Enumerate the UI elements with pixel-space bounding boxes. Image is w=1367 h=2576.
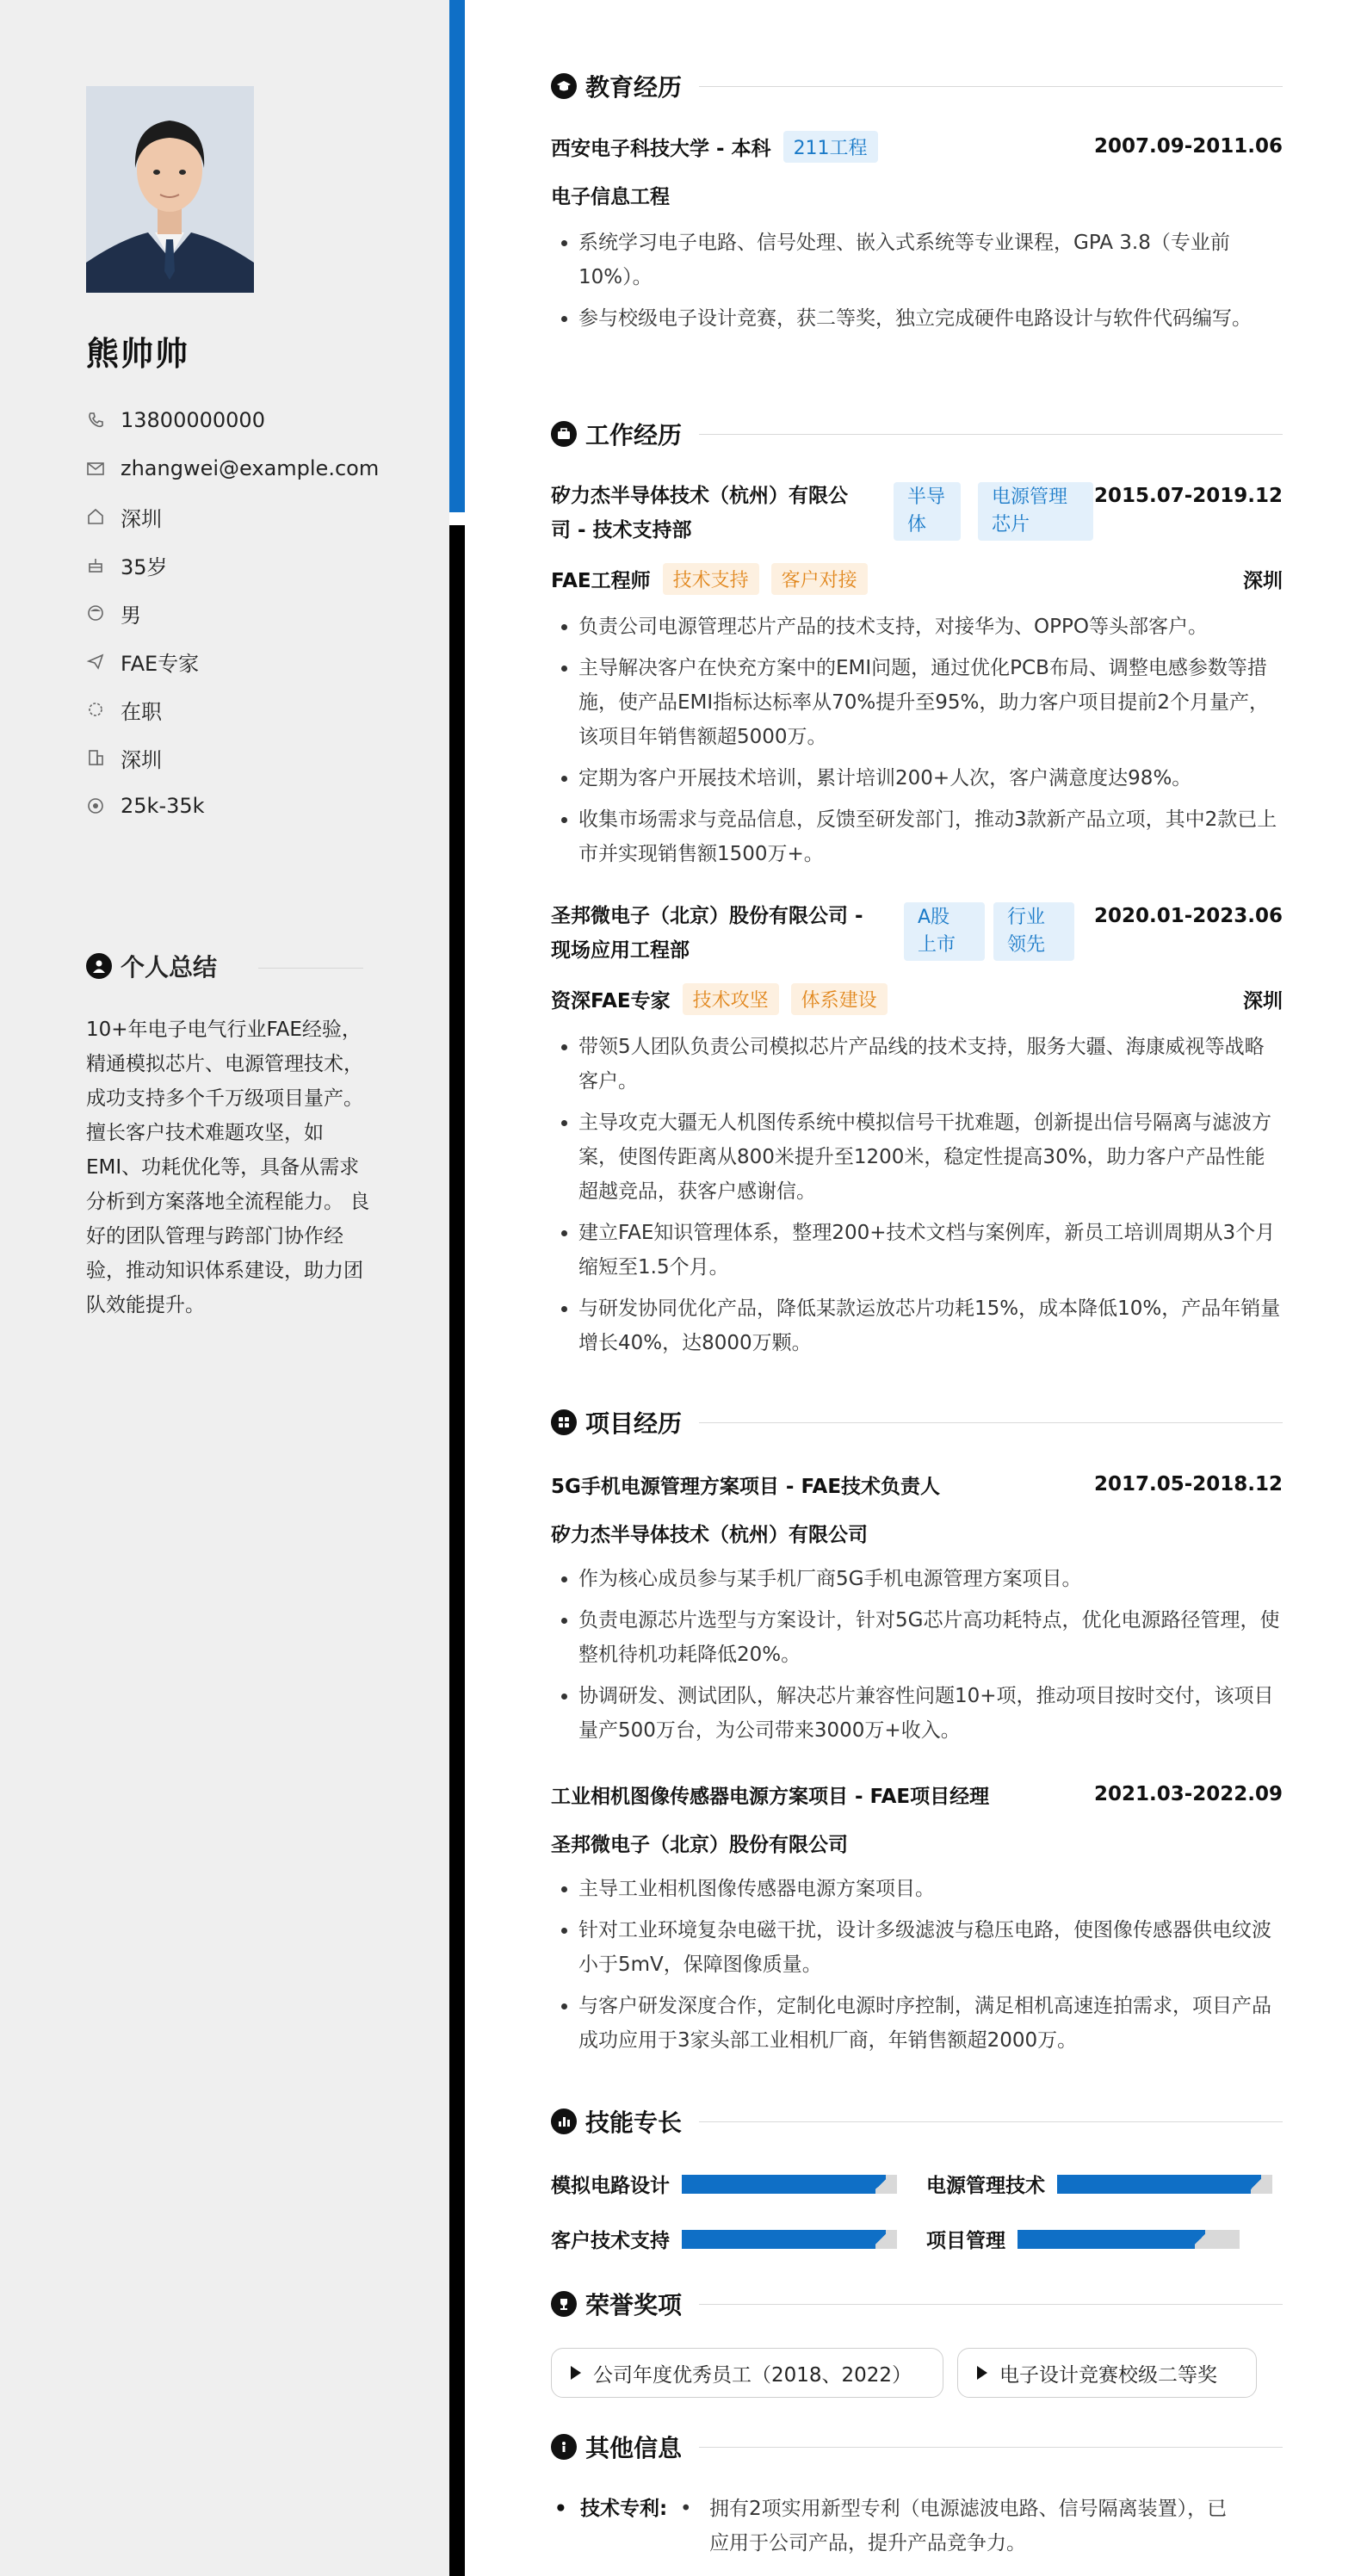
building-icon xyxy=(86,748,105,767)
job-2-company-line1: 圣邦微电子（北京）股份有限公司 - xyxy=(551,905,863,927)
list-item: • 负责公司电源管理芯片产品的技术支持，对接华为、OPPO等头部客户。 xyxy=(578,610,1283,644)
job-2-tag-2 xyxy=(993,902,1074,961)
mail-icon xyxy=(86,459,105,478)
info-icon xyxy=(551,2434,577,2460)
skill-2-name: 电源管理技术 xyxy=(926,2175,1045,2197)
job-1-header xyxy=(551,479,1283,548)
graduation-cap-icon xyxy=(551,73,577,99)
play-icon xyxy=(977,2366,987,2380)
major-name: 电子信息工程 xyxy=(551,185,670,208)
job-2-location: 深圳 xyxy=(1243,989,1283,1012)
job-1-location: 深圳 xyxy=(1243,569,1283,592)
project-2-company-row xyxy=(551,1825,1283,1860)
job-1-role-tag-1: 技术支持 xyxy=(663,563,759,595)
info-phone xyxy=(86,396,379,444)
candidate-name: 熊帅帅 xyxy=(86,335,190,373)
tag-text: 半导 xyxy=(907,486,946,508)
list-item: • 主导解决客户在快充方案中的EMI问题，通过优化PCB布局、调整电感参数等措施，使产品EMI指标达标率从70%提升至95%，助力客户项目提前2个月量产，该项目年销售额超5000万。 xyxy=(578,651,1283,754)
other-text-wrap xyxy=(680,2492,1231,2561)
skill-2 xyxy=(926,2170,1272,2198)
play-icon xyxy=(571,2366,581,2380)
list-item: • 参与校级电子设计竞赛，获二等奖，独立完成硬件电路设计与软件代码编写。 xyxy=(578,301,1283,336)
info-status-text: 在职 xyxy=(121,699,162,724)
info-email xyxy=(86,444,379,492)
cake-icon xyxy=(86,555,105,574)
job-2-date: 2020.01-2023.06 xyxy=(1093,905,1283,927)
work-section-header xyxy=(551,417,1283,451)
section-divider xyxy=(699,2121,1283,2122)
job-2-role-tag-2: 体系建设 xyxy=(791,983,888,1015)
info-status xyxy=(86,685,379,734)
bullet-dot: • xyxy=(554,2498,567,2520)
other-content xyxy=(551,2492,1283,2561)
education-section-header xyxy=(551,69,1283,103)
info-email-text: zhangwei@example.com xyxy=(121,456,380,480)
project-1-date: 2017.05-2018.12 xyxy=(1093,1473,1283,1495)
bullet-dot: • xyxy=(680,2498,692,2520)
other-text: 拥有2项实用新型专利（电源滤波电路、信号隔离装置），已应用于公司产品，提升产品竞争力。 xyxy=(709,2498,1228,2554)
info-home-text: 深圳 xyxy=(121,506,162,531)
job-2-tag-1 xyxy=(904,902,985,961)
contact-info-list xyxy=(86,396,379,830)
tag-text: 电源管理 xyxy=(992,486,1068,508)
info-age xyxy=(86,541,379,589)
portrait-image xyxy=(86,86,254,293)
skill-1-bar xyxy=(682,2175,897,2194)
sidebar xyxy=(0,0,449,2576)
list-item: • 作为核心成员参与某手机厂商5G手机电源管理方案项目。 xyxy=(578,1562,1283,1596)
avatar xyxy=(86,86,254,293)
skills-section-header xyxy=(551,2104,1283,2139)
skill-3-fill xyxy=(682,2230,875,2249)
list-item: • 主导工业相机图像传感器电源方案项目。 xyxy=(578,1872,1283,1906)
job-1-bullets xyxy=(551,610,1283,878)
accent-bar-black xyxy=(449,525,465,2576)
skill-4 xyxy=(926,2225,1240,2253)
list-item: • 定期为客户开展技术培训，累计培训200+人次，客户满意度达98%。 xyxy=(578,761,1283,796)
education-title: 教育经历 xyxy=(585,73,683,102)
project-title: 项目经历 xyxy=(585,1409,683,1438)
info-salary xyxy=(86,782,379,830)
skill-4-fill xyxy=(1018,2230,1195,2249)
info-home xyxy=(86,492,379,541)
job-1-date: 2015.07-2019.12 xyxy=(1093,485,1283,507)
other-section-header xyxy=(551,2430,1283,2464)
section-divider xyxy=(699,434,1283,435)
education-row xyxy=(551,131,1283,162)
project-1-name: 5G手机电源管理方案项目 - FAE技术负责人 xyxy=(551,1475,941,1498)
skill-4-name: 项目管理 xyxy=(926,2230,1005,2252)
gender-icon xyxy=(86,604,105,622)
project-2-date: 2021.03-2022.09 xyxy=(1093,1783,1283,1805)
project-1-row xyxy=(551,1467,1283,1502)
summary-heading xyxy=(86,949,217,983)
section-divider xyxy=(699,86,1283,87)
job-1-role-tag-2: 客户对接 xyxy=(771,563,868,595)
home-icon xyxy=(86,507,105,526)
education-bullets xyxy=(551,226,1283,343)
info-title xyxy=(86,637,379,685)
info-city-text: 深圳 xyxy=(121,747,162,772)
summary-text: 10+年电子电气行业FAE经验，精通模拟芯片、电源管理技术，成功支持多个千万级项目量产。 擅长客户技术难题攻坚，如EMI、功耗优化等，具备从需求分析到方案落地全流程能力。 良好的团队管理与跨部门协作经验，推动知识体系建设，助力团队效能提升。 xyxy=(86,1019,370,1316)
list-item: • 负责电源芯片选型与方案设计，针对5G芯片高功耗特点，优化电源路径管理，使整机待机功耗降低20%。 xyxy=(578,1603,1283,1672)
skill-2-fill xyxy=(1057,2175,1251,2194)
list-item: • 针对工业环境复杂电磁干扰，设计多级滤波与稳压电路，使图像传感器供电纹波小于5mV，保障图像质量。 xyxy=(578,1913,1283,1982)
list-item: • 与研发协同优化产品，降低某款运放芯片功耗15%，成本降低10%，产品年销量增长40%，达8000万颗。 xyxy=(578,1291,1283,1360)
list-item: • 收集市场需求与竞品信息，反馈至研发部门，推动3款新产品立项，其中2款已上市并实现销售额1500万+。 xyxy=(578,802,1283,871)
info-gender xyxy=(86,589,379,637)
project-section-header xyxy=(551,1405,1283,1440)
project-2-company: 圣邦微电子（北京）股份有限公司 xyxy=(551,1833,848,1856)
job-2-bullets xyxy=(551,1030,1283,1367)
info-city xyxy=(86,734,379,782)
trophy-icon xyxy=(551,2291,577,2317)
project-1-company-row xyxy=(551,1515,1283,1550)
skill-1-fill xyxy=(682,2175,875,2194)
other-label-wrap xyxy=(551,2492,680,2561)
job-2-header xyxy=(551,899,1283,968)
job-2-company-line2: 现场应用工程部 xyxy=(551,939,690,962)
phone-icon xyxy=(86,411,105,430)
award-2-text: 电子设计竞赛校级二等奖 xyxy=(999,2363,1217,2387)
job-1-tag-1 xyxy=(894,482,961,541)
tag-text: 行业 xyxy=(1007,907,1046,928)
list-item: • 主导攻克大疆无人机图传系统中模拟信号干扰难题，创新提出信号隔离与滤波方案，使图传距离从800米提升至1200米，稳定性提高30%，助力客户产品性能超越竞品，获客户感谢信。 xyxy=(578,1105,1283,1209)
summary-divider xyxy=(258,968,363,969)
award-1-text: 公司年度优秀员工（2018、2022） xyxy=(593,2363,912,2387)
section-divider xyxy=(699,2304,1283,2305)
grid-icon xyxy=(551,1409,577,1435)
other-label: 技术专利: xyxy=(580,2498,668,2520)
skill-3-bar xyxy=(682,2230,897,2249)
education-date: 2007.09-2011.06 xyxy=(1093,135,1283,158)
list-item: • 协调研发、测试团队，解决芯片兼容性问题10+项，推动项目按时交付，该项目量产500万台，为公司带来3000万+收入。 xyxy=(578,1679,1283,1748)
school-name: 西安电子科技大学 - 本科 xyxy=(551,137,771,160)
project-1-bullets xyxy=(551,1562,1283,1755)
skill-2-bar xyxy=(1057,2175,1272,2194)
skill-1 xyxy=(551,2170,897,2198)
awards-title: 荣誉奖项 xyxy=(585,2291,683,2319)
bar-chart-icon xyxy=(551,2108,577,2134)
send-icon xyxy=(86,652,105,671)
skill-1-name: 模拟电路设计 xyxy=(551,2175,670,2197)
briefcase-icon xyxy=(551,421,577,447)
job-1-role: FAE工程师 xyxy=(551,569,651,592)
job-2-role: 资深FAE专家 xyxy=(551,989,671,1012)
job-1-tag-2 xyxy=(978,482,1093,541)
section-divider xyxy=(699,1422,1283,1423)
section-divider xyxy=(699,2447,1283,2448)
tag-text: 上市 xyxy=(918,934,956,956)
school-tag: 211工程 xyxy=(783,131,878,163)
info-phone-text: 13800000000 xyxy=(121,408,265,432)
job-1-company-line2: 司 - 技术支持部 xyxy=(551,519,692,542)
work-title: 工作经历 xyxy=(585,421,683,449)
project-1-company: 矽力杰半导体技术（杭州）有限公司 xyxy=(551,1523,868,1546)
skill-4-bar xyxy=(1018,2230,1240,2249)
info-title-text: FAE专家 xyxy=(121,651,200,676)
skill-3-name: 客户技术支持 xyxy=(551,2230,670,2252)
list-item: • 建立FAE知识管理体系，整理200+技术文档与案例库，新员工培训周期从3个月缩短至1.5个月。 xyxy=(578,1216,1283,1285)
info-age-text: 35岁 xyxy=(121,554,168,579)
info-salary-text: 25k-35k xyxy=(121,794,205,818)
summary-title: 个人总结 xyxy=(121,953,218,981)
project-2-name: 工业相机图像传感器电源方案项目 - FAE项目经理 xyxy=(551,1785,990,1808)
job-1-role-row xyxy=(551,561,1283,596)
tag-text: 体 xyxy=(907,514,927,536)
list-item: • 带领5人团队负责公司模拟芯片产品线的技术支持，服务大疆、海康威视等战略客户。 xyxy=(578,1030,1283,1099)
job-2-role-row xyxy=(551,981,1283,1016)
tag-text: A股 xyxy=(918,907,950,928)
skills-title: 技能专长 xyxy=(585,2108,683,2137)
list-item: • 系统学习电子电路、信号处理、嵌入式系统等专业课程，GPA 3.8（专业前10%）。 xyxy=(578,226,1283,294)
award-item-1 xyxy=(551,2348,943,2398)
award-item-2 xyxy=(957,2348,1257,2398)
skill-3 xyxy=(551,2225,897,2253)
job-2-role-tag-1: 技术攻坚 xyxy=(683,983,779,1015)
salary-icon xyxy=(86,796,105,815)
tag-text: 芯片 xyxy=(992,514,1030,536)
tag-text: 领先 xyxy=(1007,934,1046,956)
job-1-company-line1: 矽力杰半导体技术（杭州）有限公 xyxy=(551,485,848,507)
other-title: 其他信息 xyxy=(585,2434,683,2462)
project-2-row xyxy=(551,1777,1283,1811)
status-icon xyxy=(86,700,105,719)
person-icon xyxy=(86,953,112,979)
awards-section-header xyxy=(551,2287,1283,2321)
major-row xyxy=(551,179,1283,210)
list-item: • 与客户研发深度合作，定制化电源时序控制，满足相机高速连拍需求，项目产品成功应用于3家头部工业相机厂商，年销售额超2000万。 xyxy=(578,1989,1283,2058)
info-gender-text: 男 xyxy=(121,603,141,628)
accent-bar-blue xyxy=(449,0,465,512)
project-2-bullets xyxy=(551,1872,1283,2065)
